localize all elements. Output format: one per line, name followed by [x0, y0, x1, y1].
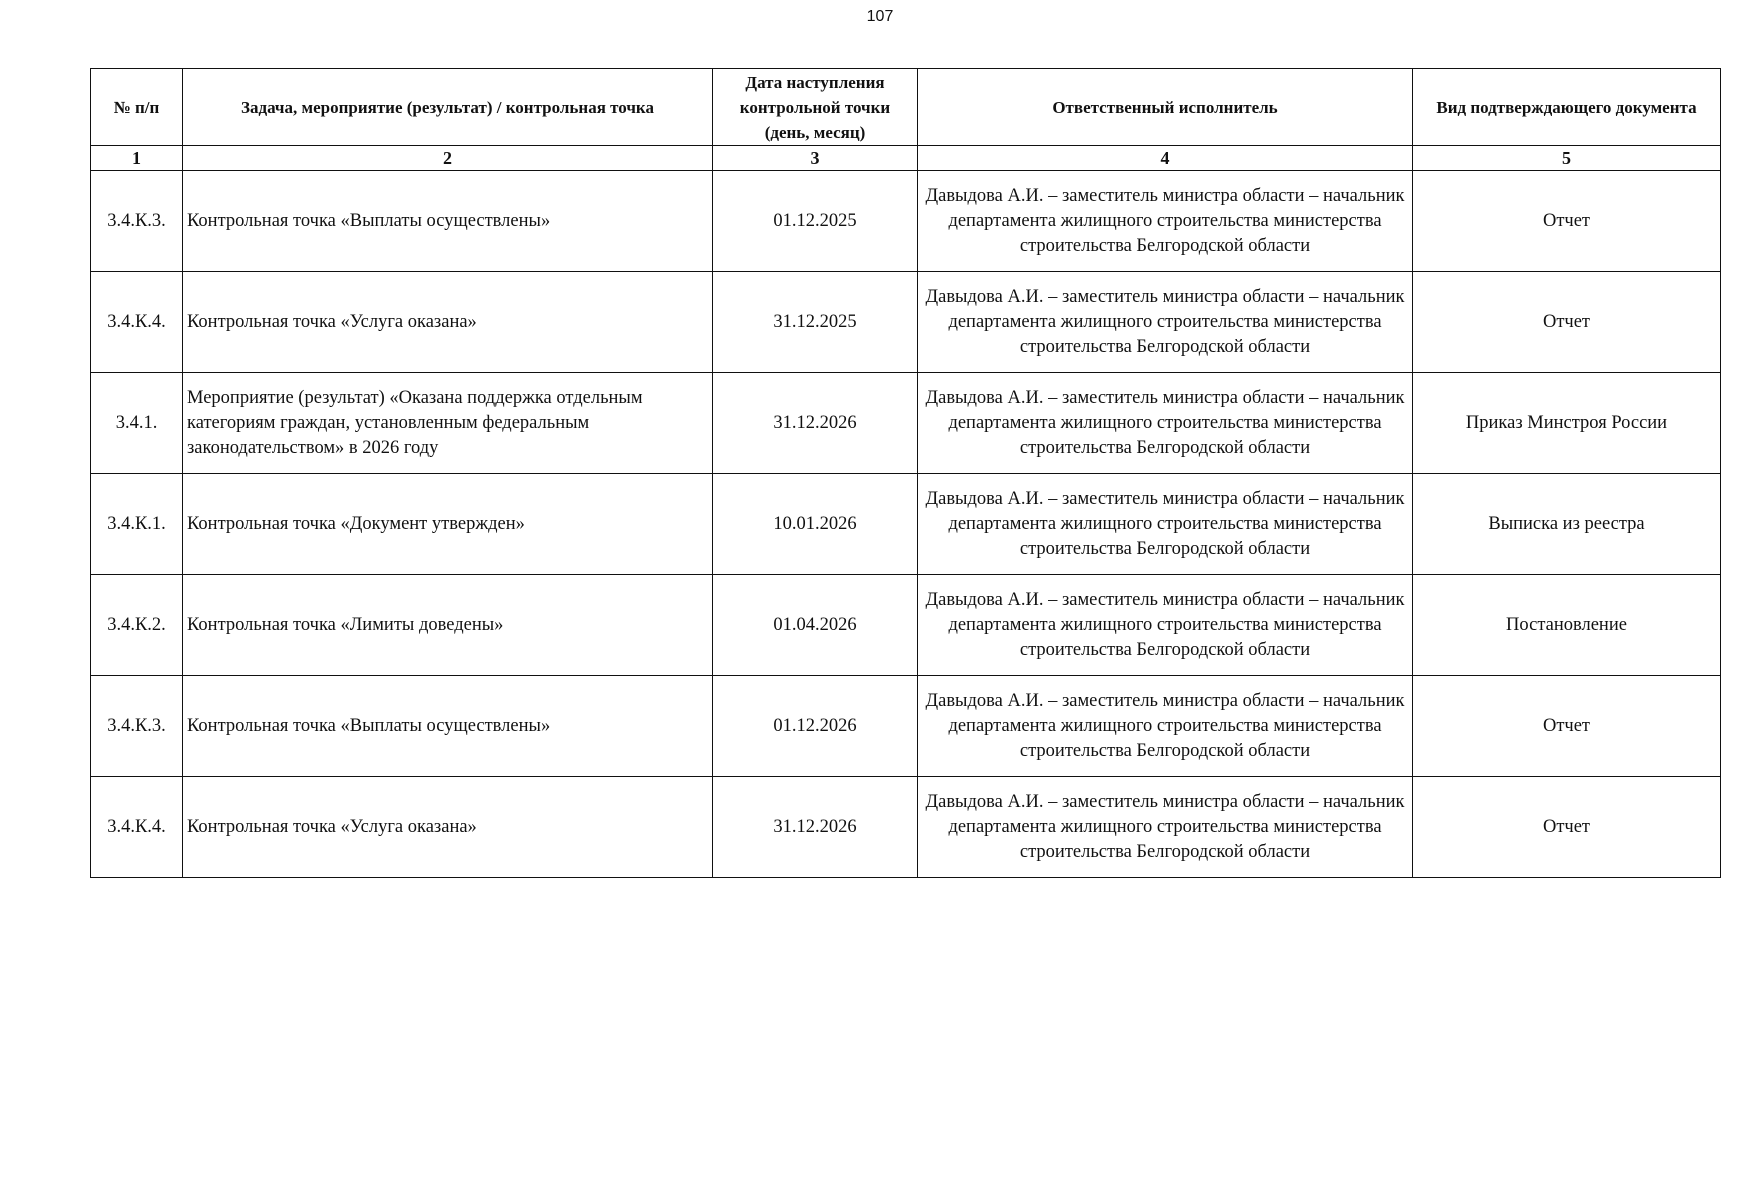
row-document-type: Отчет	[1413, 777, 1721, 878]
row-document-type: Выписка из реестра	[1413, 474, 1721, 575]
table-row	[91, 676, 1721, 777]
row-date: 31.12.2026	[713, 777, 918, 878]
row-number: 3.4.К.4.	[91, 272, 183, 373]
row-date: 01.12.2025	[713, 171, 918, 272]
row-number: 3.4.К.3.	[91, 171, 183, 272]
table-row	[91, 171, 1721, 272]
row-date: 31.12.2025	[713, 272, 918, 373]
table-row	[91, 575, 1721, 676]
row-executor: Давыдова А.И. – заместитель министра области – начальник департамента жилищного строительства министерства строительства Белгородской области	[918, 373, 1413, 474]
row-executor: Давыдова А.И. – заместитель министра области – начальник департамента жилищного строительства министерства строительства Белгородской области	[918, 777, 1413, 878]
row-task: Мероприятие (результат) «Оказана поддержка отдельным категориям граждан, установленным федеральным законодательством» в 2026 году	[183, 373, 713, 474]
row-number: 3.4.К.3.	[91, 676, 183, 777]
row-number: 3.4.К.1.	[91, 474, 183, 575]
table-row	[91, 777, 1721, 878]
row-task: Контрольная точка «Выплаты осуществлены»	[183, 676, 713, 777]
column-number: 4	[918, 146, 1413, 171]
row-document-type: Отчет	[1413, 171, 1721, 272]
row-document-type: Приказ Минстроя России	[1413, 373, 1721, 474]
row-number: 3.4.К.4.	[91, 777, 183, 878]
row-date: 31.12.2026	[713, 373, 918, 474]
header-number: № п/п	[91, 69, 183, 146]
row-task: Контрольная точка «Выплаты осуществлены»	[183, 171, 713, 272]
header-executor: Ответственный исполнитель	[918, 69, 1413, 146]
row-task: Контрольная точка «Услуга оказана»	[183, 777, 713, 878]
table-row	[91, 474, 1721, 575]
column-number: 1	[91, 146, 183, 171]
column-number-row	[91, 146, 1721, 171]
row-task: Контрольная точка «Лимиты доведены»	[183, 575, 713, 676]
header-date: Дата наступления контрольной точки (день, месяц)	[713, 69, 918, 146]
row-executor: Давыдова А.И. – заместитель министра области – начальник департамента жилищного строительства министерства строительства Белгородской области	[918, 575, 1413, 676]
table-header-row	[91, 69, 1721, 146]
row-executor: Давыдова А.И. – заместитель министра области – начальник департамента жилищного строительства министерства строительства Белгородской области	[918, 171, 1413, 272]
column-number: 5	[1413, 146, 1721, 171]
control-points-table	[90, 68, 1721, 878]
row-date: 01.04.2026	[713, 575, 918, 676]
row-executor: Давыдова А.И. – заместитель министра области – начальник департамента жилищного строительства министерства строительства Белгородской области	[918, 272, 1413, 373]
row-document-type: Отчет	[1413, 676, 1721, 777]
row-document-type: Отчет	[1413, 272, 1721, 373]
header-document-type: Вид подтверждающего документа	[1413, 69, 1721, 146]
row-date: 01.12.2026	[713, 676, 918, 777]
column-number: 3	[713, 146, 918, 171]
table-row	[91, 272, 1721, 373]
header-task: Задача, мероприятие (результат) / контрольная точка	[183, 69, 713, 146]
row-executor: Давыдова А.И. – заместитель министра области – начальник департамента жилищного строительства министерства строительства Белгородской области	[918, 676, 1413, 777]
row-number: 3.4.1.	[91, 373, 183, 474]
page-number: 107	[866, 8, 894, 25]
row-executor: Давыдова А.И. – заместитель министра области – начальник департамента жилищного строительства министерства строительства Белгородской области	[918, 474, 1413, 575]
row-number: 3.4.К.2.	[91, 575, 183, 676]
row-date: 10.01.2026	[713, 474, 918, 575]
row-document-type: Постановление	[1413, 575, 1721, 676]
column-number: 2	[183, 146, 713, 171]
row-task: Контрольная точка «Услуга оказана»	[183, 272, 713, 373]
table-row	[91, 373, 1721, 474]
row-task: Контрольная точка «Документ утвержден»	[183, 474, 713, 575]
